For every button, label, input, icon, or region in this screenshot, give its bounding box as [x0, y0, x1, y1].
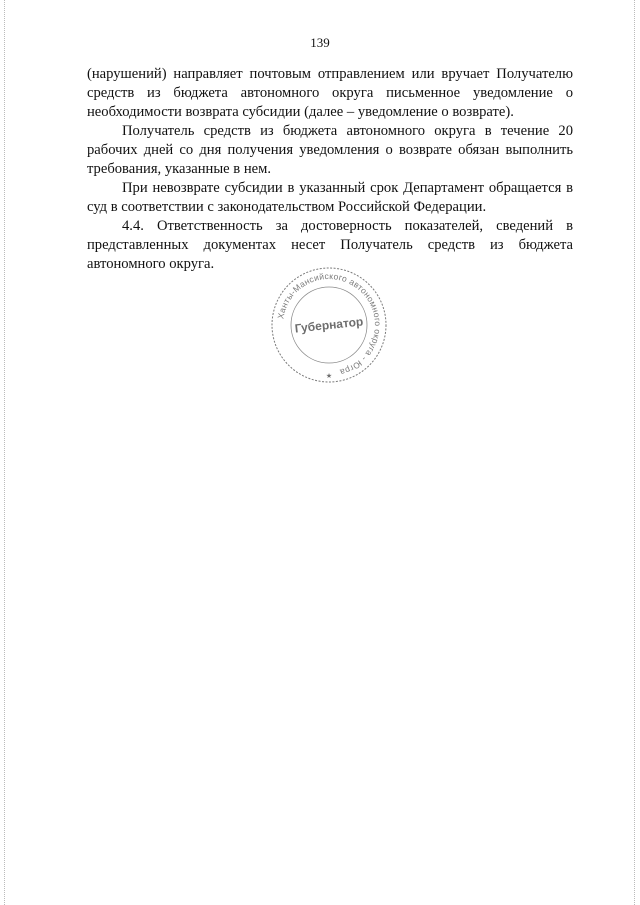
document-body	[87, 65, 573, 274]
official-seal	[270, 266, 388, 384]
paragraph-recipient-obligation: Получатель средств из бюджета автономного округа в течение 20 рабочих дней со дня получения уведомления о возврате обязан выполнить требования, указанные в нем.	[87, 123, 573, 177]
page-number: 139	[310, 35, 330, 50]
scan-edge-right	[634, 0, 636, 905]
paragraph-court-action: При невозврате субсидии в указанный срок Департамент обращается в суд в соответствии с законодательством Российской Федерации.	[87, 180, 573, 215]
seal-ring-textpath: Ханты-Мансийского автономного округа - Югра	[275, 270, 384, 378]
paragraph-4-4-responsibility: 4.4. Ответственность за достоверность показателей, сведений в представленных документах несет Получатель средств из бюджета автономного округа.	[87, 218, 573, 272]
scan-edge-left	[4, 0, 6, 905]
seal-star-icon: ★	[325, 372, 333, 380]
seal-center-text: Губернатор	[294, 314, 364, 336]
paragraph-notification: (нарушений) направляет почтовым отправлением или вручает Получателю средств из бюджета автономного округа письменное уведомление о необходимости возврата субсидии (далее – уведомление о возврате).	[87, 66, 573, 120]
